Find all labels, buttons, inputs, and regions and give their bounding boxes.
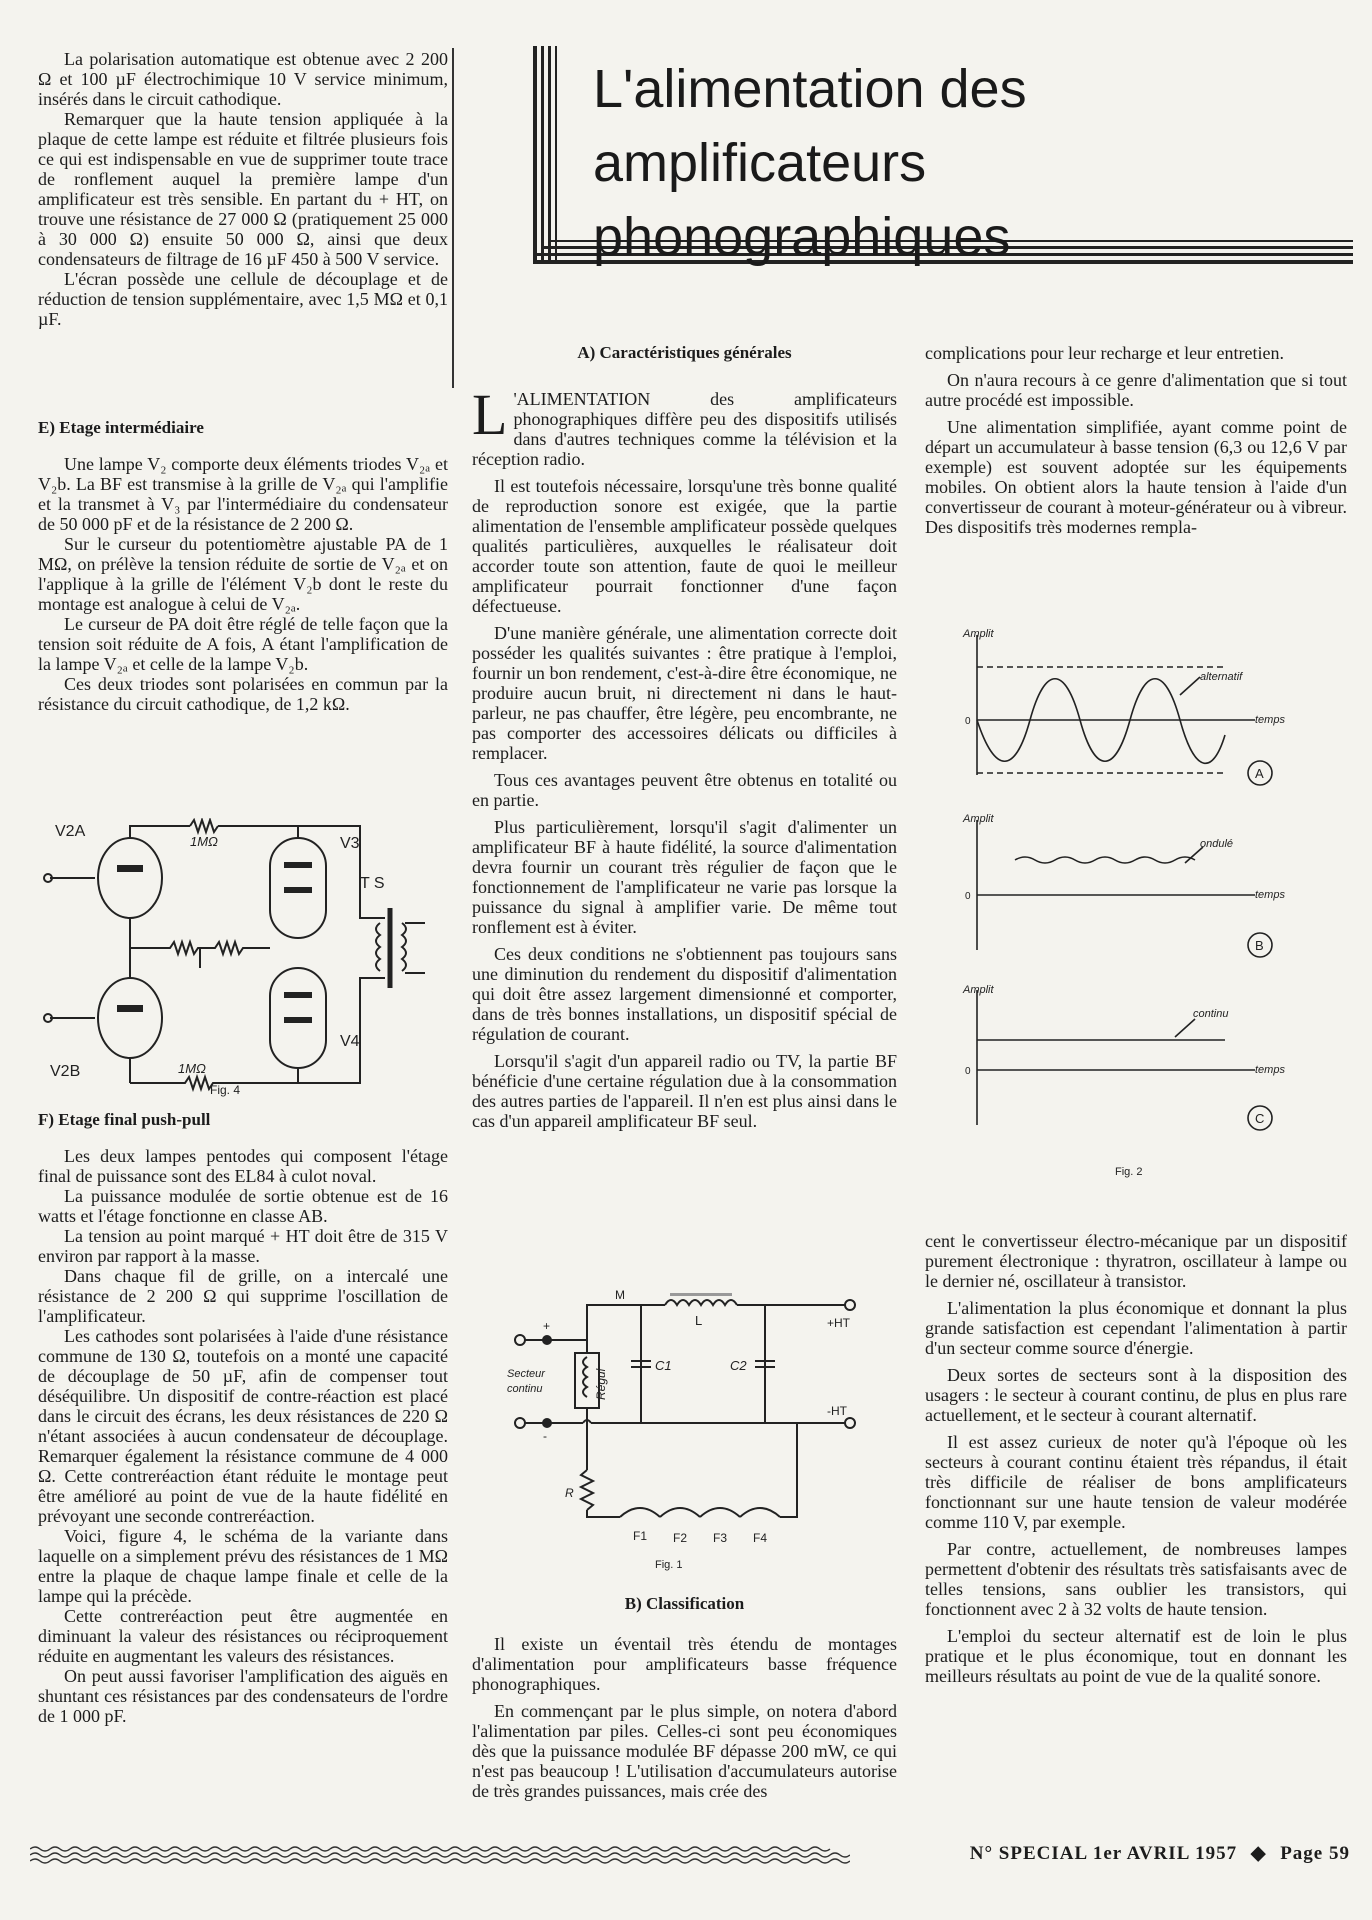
right-column xyxy=(925,343,1347,544)
paragraph: Plus particulièrement, lorsqu'il s'agit d'alimenter un amplificateur BF à haute fidélité, la source d'alimentation devra fournir un courant très régulier de façon que le fonctionnement de l'amplificateur ne varie pas lorsque la puissance du signal à amplifier varie. De même tout ronflement est à éviter. xyxy=(472,817,897,937)
figure-1-schematic xyxy=(505,1285,865,1575)
paragraph: Les deux lampes pentodes qui composent l'étage final de puissance sont des EL84 à culot noval. xyxy=(38,1146,448,1186)
figure-4-schematic xyxy=(40,818,430,1098)
ylabel-b: Amplit xyxy=(963,813,994,825)
fig2-panel-c xyxy=(962,984,1285,1126)
xlabel-a: temps xyxy=(1255,714,1285,726)
article-title xyxy=(593,52,1353,274)
issue-label: N° SPECIAL 1er AVRIL 1957 xyxy=(969,1843,1238,1864)
paragraph: Une lampe V₂ comporte deux éléments triodes V₂ₐ et V₂b. La BF est transmise à la grille de V₂ₐ qui l'amplifie et la transmet à V₃ par l'intermédiaire du condensateur de 50 000 pF et de la résistance de 2 200 Ω. xyxy=(38,454,448,534)
paragraph: Deux sortes de secteurs sont à la disposition des usagers : le secteur à courant continu, de plus en plus rare actuellement, et le secteur à courant alternatif. xyxy=(925,1365,1347,1425)
label-m: M xyxy=(615,1288,625,1302)
label-regul: Régul xyxy=(594,1368,608,1400)
label-plus-ht: +HT xyxy=(827,1316,851,1330)
zero-b: 0 xyxy=(965,891,971,902)
label-minus-ht: -HT xyxy=(827,1404,847,1418)
label-c2: C2 xyxy=(730,1358,747,1373)
label-v2a: V2A xyxy=(55,823,86,840)
paragraph: Dans chaque fil de grille, on a intercalé une résistance de 2 200 Ω qui supprime l'oscillation de l'amplificateur. xyxy=(38,1266,448,1326)
letter-a: A xyxy=(1255,766,1264,781)
paragraph: D'une manière générale, une alimentation correcte doit posséder les qualités suivantes : être pratique à l'emploi, fournir un bon rendement, c'est-à-dire être économique, ne produire aucun bruit, ni directement ni dans le haut-parleur, ne pas chauffer, être légère, peu encombrante, ne pas comporter des accessoires délicats ou difficiles à remplacer. xyxy=(472,623,897,763)
left-column xyxy=(38,49,448,329)
figure-1-caption: Fig. 1 xyxy=(655,1559,683,1571)
label-v3: V3 xyxy=(340,835,360,852)
footer-issue-info xyxy=(970,1842,1350,1865)
label-continu: continu xyxy=(507,1383,543,1395)
figure-2-caption: Fig. 2 xyxy=(1115,1166,1143,1178)
zero-a: 0 xyxy=(965,716,971,727)
label-resistor-2: 1MΩ xyxy=(178,1061,206,1076)
paragraph: Voici, figure 4, le schéma de la variante dans laquelle on a simplement prévu des résistances de 1 MΩ entre la plaque de chaque lampe finale et celle de la lampe qui la précède. xyxy=(38,1526,448,1606)
paragraph: L'alimentation la plus économique et donnant la plus grande satisfaction est cependant l'alimentation à partir d'un secteur comme source d'énergie. xyxy=(925,1298,1347,1358)
paragraph: Il existe un éventail très étendu de montages d'alimentation pour amplificateurs basse fréquence phonographiques. xyxy=(472,1634,897,1694)
label-f2: F2 xyxy=(673,1531,688,1545)
label-v4: V4 xyxy=(340,1033,360,1050)
letter-c: C xyxy=(1255,1111,1265,1126)
fig2-panel-a xyxy=(962,628,1285,781)
label-l: L xyxy=(695,1313,703,1328)
label-secteur: Secteur xyxy=(507,1368,545,1380)
paragraph: Ces deux triodes sont polarisées en commun par la résistance du circuit cathodique, de 1,2 kΩ. xyxy=(38,674,448,714)
title-box xyxy=(533,46,1353,267)
diamond-icon: ◆ xyxy=(1250,1843,1267,1864)
curve-label-c: continu xyxy=(1193,1008,1229,1020)
paragraph: En commençant par le plus simple, on notera d'abord l'alimentation par piles. Celles-ci sont peu économiques dès que la puissance modulée BF dépasse 200 mW, ce qui n'est pas beaucoup ! L'utilisation d'accumulateurs autorise de très grandes puissances, mais crée des xyxy=(472,1701,897,1801)
label-f4: F4 xyxy=(753,1531,768,1545)
paragraph-text: 'ALIMENTATION des amplificateurs phonographiques diffère peu des dispositifs utilisés dans d'autres techniques comme la télévision et la réception radio. xyxy=(472,389,897,469)
paragraph: Ces deux conditions ne s'obtiennent pas toujours sans une diminution du rendement du dispositif d'alimentation qui doit être assez largement dimensionné et comporter, dans de très bonnes installations, un dispositif spécial de régulation de courant. xyxy=(472,944,897,1044)
ylabel-a: Amplit xyxy=(963,628,994,640)
paragraph: Lorsqu'il s'agit d'un appareil radio ou TV, la partie BF bénéficie d'une certaine régulation due à la consommation des autres parties de l'appareil. Il n'en est plus ainsi dans le cas d'un appareil amplificateur BF seul. xyxy=(472,1051,897,1131)
section-heading-a: A) Caractéristiques générales xyxy=(577,343,792,362)
paragraph: La puissance modulée de sortie obtenue est de 16 watts et l'étage fonctionne en classe AB. xyxy=(38,1186,448,1226)
paragraph: Il est assez curieux de noter qu'à l'époque où les secteurs à courant continu étaient très répandus, il était très difficile de réaliser de bons amplificateurs fonctionnant sur une haute tension de valeur modérée comme 110 V, par exemple. xyxy=(925,1432,1347,1532)
fig2-panel-b xyxy=(962,813,1285,953)
left-column-section-e xyxy=(38,418,448,714)
section-heading-e: E) Etage intermédiaire xyxy=(38,418,204,437)
label-v2b: V2B xyxy=(50,1063,81,1080)
paragraph: Tous ces avantages peuvent être obtenus en totalité ou en partie. xyxy=(472,770,897,810)
page-number: Page 59 xyxy=(1280,1843,1350,1864)
paragraph: La polarisation automatique est obtenue avec 2 200 Ω et 100 µF électrochimique 10 V service minimum, insérés dans le circuit cathodique. xyxy=(38,49,448,109)
right-column-lower xyxy=(925,1231,1347,1693)
column-divider xyxy=(452,48,454,388)
zero-c: 0 xyxy=(965,1066,971,1077)
wavy-rule xyxy=(30,1844,850,1866)
paragraph: On n'aura recours à ce genre d'alimentation que si tout autre procédé est impossible. xyxy=(925,370,1347,410)
section-heading-f: F) Etage final push-pull xyxy=(38,1110,211,1129)
paragraph: L'écran possède une cellule de découplage et de réduction de tension supplémentaire, avec 1,5 MΩ et 0,1 µF. xyxy=(38,269,448,329)
paragraph: Il est toutefois nécessaire, lorsqu'une très bonne qualité de reproduction sonore est exigée, que la partie alimentation de l'ensemble amplificateur possède quelques qualités particulières, auxquelles le réalisateur doit accorder toute son attention, faute de quoi le meilleur amplificateur pourrait fonctionner d'une façon défectueuse. xyxy=(472,476,897,616)
paragraph: Par contre, actuellement, de nombreuses lampes permettent d'obtenir des résultats très satisfaisants avec de telles tensions, sans oublier les transistors, qui fonctionnent avec 2 à 32 volts de haute tension. xyxy=(925,1539,1347,1619)
paragraph: Une alimentation simplifiée, ayant comme point de départ un accumulateur à basse tension (6,3 ou 12,6 V par exemple) est souvent adoptée sur les équipements mobiles. On obtient alors la haute tension à l'aide d'un convertisseur de courant à moteur-générateur ou à vibreur. Des dispositifs très modernes rempla- xyxy=(925,417,1347,537)
middle-column xyxy=(472,343,897,1138)
label-ts: T S xyxy=(360,875,385,892)
label-f1: F1 xyxy=(633,1529,648,1543)
curve-label-b: ondulé xyxy=(1200,838,1234,850)
paragraph: complications pour leur recharge et leur entretien. xyxy=(925,343,1285,363)
page-footer xyxy=(30,1840,1350,1870)
figure-4-caption: Fig. 4 xyxy=(210,1083,241,1097)
middle-column-section-b xyxy=(472,1594,897,1808)
paragraph: Cette contreréaction peut être augmentée en diminuant la valeur des résistances ou réciproquement réduite en augmentant les valeurs des résistances. xyxy=(38,1606,448,1666)
xlabel-b: temps xyxy=(1255,889,1285,901)
paragraph: cent le convertisseur électro-mécanique par un dispositif purement électronique : thyratron, oscillateur à lampe ou le dernier né, oscillateur à transistor. xyxy=(925,1231,1347,1291)
paragraph: On peut aussi favoriser l'amplification des aiguës en shuntant ces résistances par des condensateurs de l'ordre de 1 000 pF. xyxy=(38,1666,448,1726)
curve-label-a: alternatif xyxy=(1200,671,1243,683)
paragraph: L'emploi du secteur alternatif est de loin le plus pratique et le plus économique, tout en donnant les meilleurs résultats au point de vue de la qualité sonore. xyxy=(925,1626,1347,1686)
title-line-2: phonographiques xyxy=(593,207,1011,267)
label-minus: - xyxy=(543,1429,547,1443)
paragraph: Remarquer que la haute tension appliquée à la plaque de cette lampe est réduite et filtrée plusieurs fois ce qui est indispensable en vue de supprimer toute trace de ronflement auquel la première lampe d'un amplificateur est très sensible. En partant du + HT, on trouve une résistance de 27 000 Ω (pratiquement 25 000 à 30 000 Ω) ensuite 50 000 Ω, ainsi que deux condensateurs de filtrage de 16 µF 450 à 500 V service. xyxy=(38,109,448,269)
label-r: R xyxy=(565,1486,574,1500)
label-resistor-1: 1MΩ xyxy=(190,834,218,849)
paragraph: La tension au point marqué + HT doit être de 315 V environ par rapport à la masse. xyxy=(38,1226,448,1266)
drop-cap: L xyxy=(472,382,508,447)
ylabel-c: Amplit xyxy=(963,984,994,996)
paragraph-dropcap xyxy=(472,382,897,469)
label-f3: F3 xyxy=(713,1531,728,1545)
xlabel-c: temps xyxy=(1255,1064,1285,1076)
section-heading-b: B) Classification xyxy=(624,1594,745,1613)
paragraph: Le curseur de PA doit être réglé de telle façon que la tension soit réduite de A fois, A étant l'amplification de la lampe V₂ₐ et celle de la lampe V₂b. xyxy=(38,614,448,674)
title-line-1: L'alimentation des amplificateurs xyxy=(593,59,1027,193)
label-c1: C1 xyxy=(655,1358,672,1373)
letter-b: B xyxy=(1255,938,1264,953)
figure-2-waveforms xyxy=(955,625,1295,1185)
paragraph: Les cathodes sont polarisées à l'aide d'une résistance commune de 130 Ω, toutefois on a monté une capacité de découplage de 50 µF, afin de compenser tout déséquilibre. Un dispositif de contre-réaction est placé dans le circuit des écrans, les deux résistances de 220 Ω n'étant associées à aucun condensateur de découplage. Remarquer également la résistance commune de 4 000 Ω. Cette contreréaction étant réduite le montage peut être amélioré au point de vue de la haute fidélité en prévoyant une seconde contreréaction. xyxy=(38,1326,448,1526)
label-plus: + xyxy=(543,1319,551,1333)
paragraph: Sur le curseur du potentiomètre ajustable PA de 1 MΩ, on prélève la tension réduite de sortie de V₂ₐ et on l'applique à la grille de l'élément V₂b dont le reste du montage est analogue à celui de V₂ₐ. xyxy=(38,534,448,614)
left-column-section-f xyxy=(38,1110,448,1726)
